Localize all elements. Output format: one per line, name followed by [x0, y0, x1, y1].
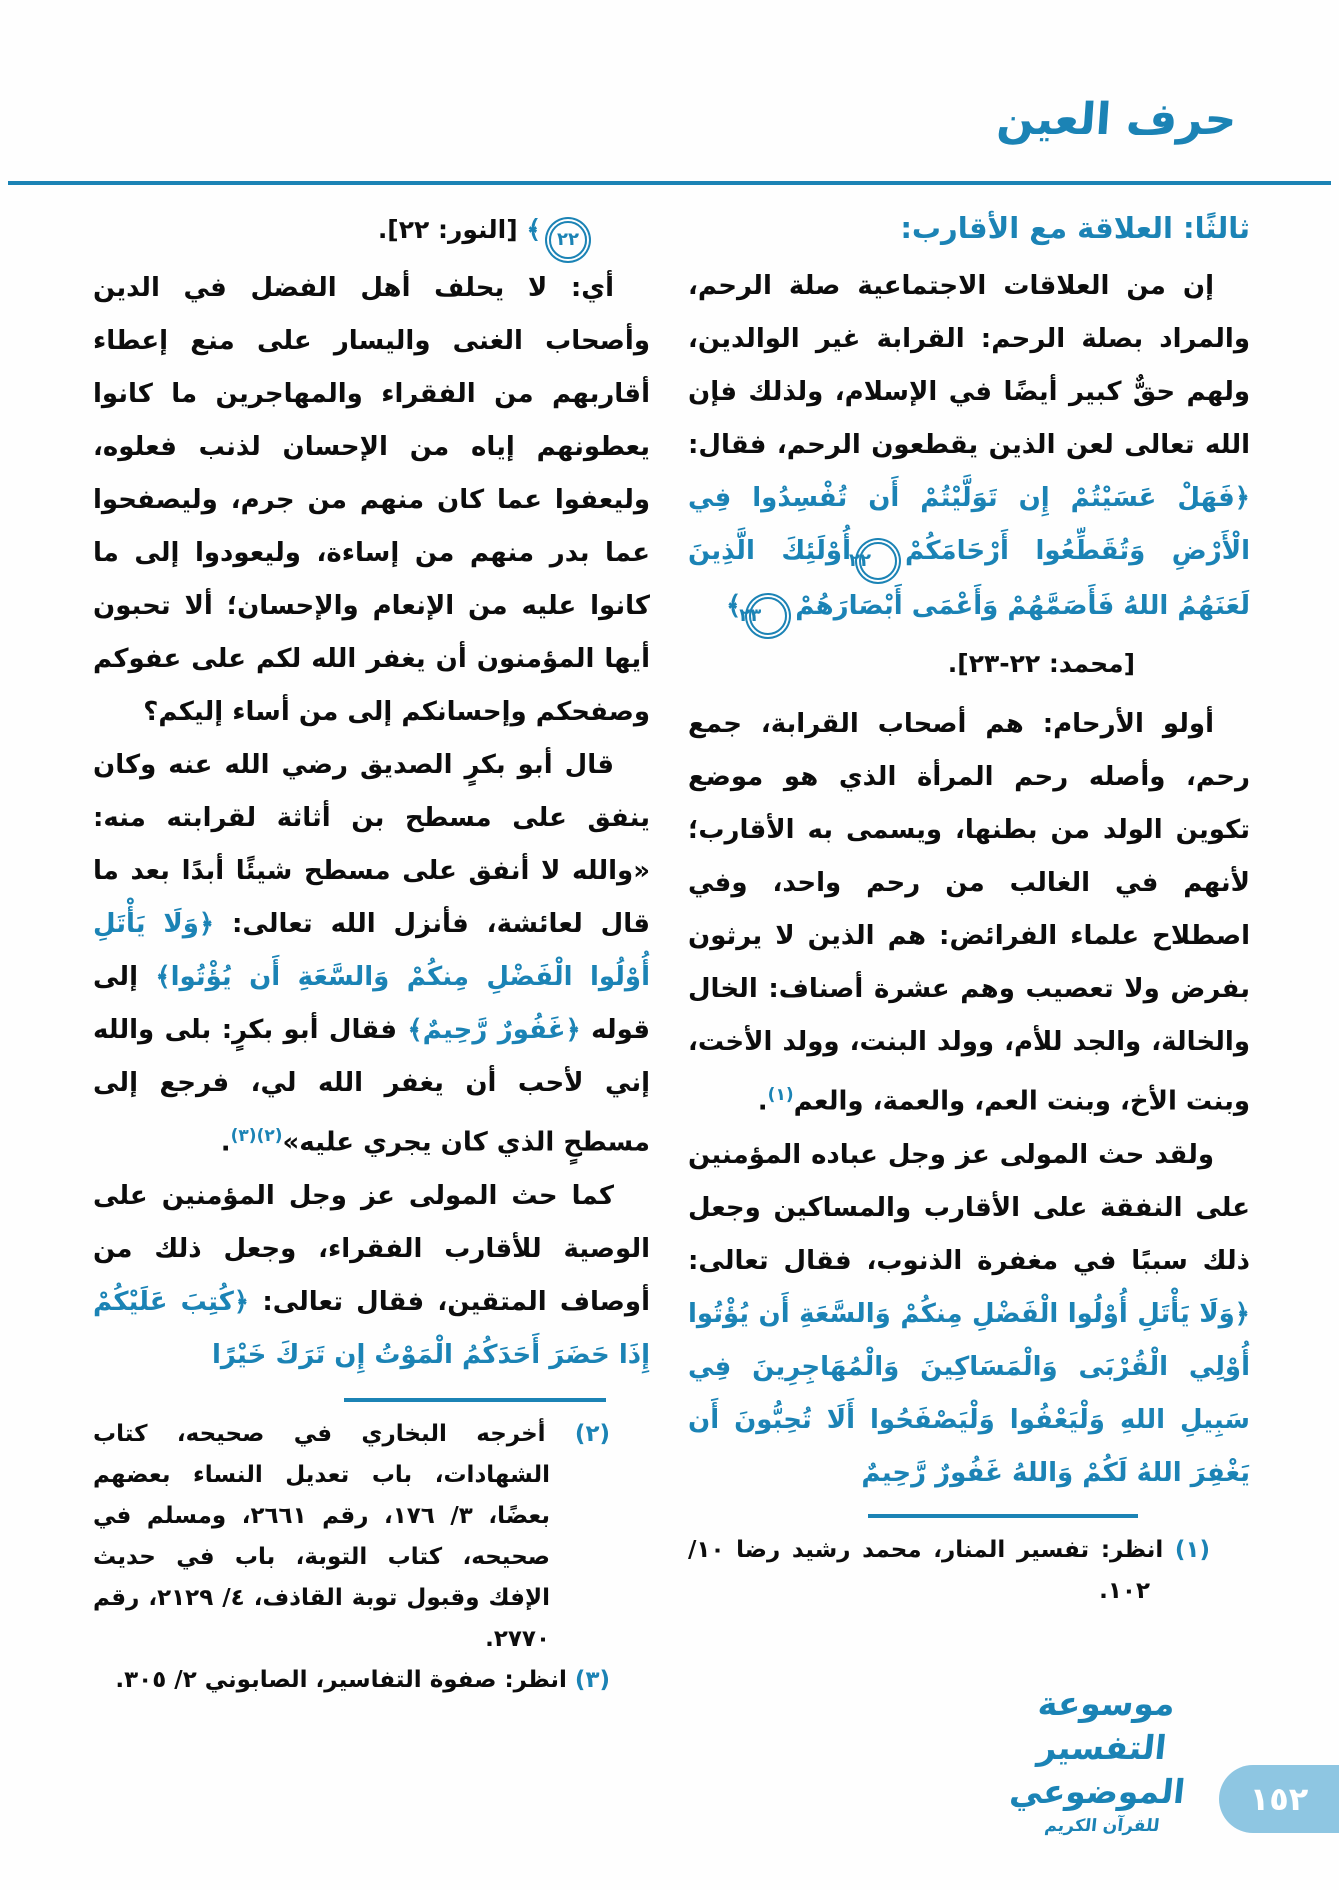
footnote-separator [868, 1514, 1138, 1518]
quran-verse-text: فَهَلْ عَسَيْتُمْ إِن تَوَلَّيْتُمْ أَن تُفْسِدُوا فِي الْأَرْضِ وَتُقَطِّعُوا أَرْحَامَكُمْ [688, 483, 1250, 566]
quran-verse-text: أُوْلَئِكَ الَّذِينَ لَعَنَهُمُ اللهُ فَأَصَمَّهُمْ وَأَعْمَى أَبْصَارَهُمْ [688, 536, 1250, 621]
quran-verse [688, 483, 1250, 626]
paragraph-text: كما حث المولى عز وجل المؤمنين على الوصية للأقارب الفقراء، وجعل ذلك من أوصاف المتقين، فقال تعالى: [93, 1180, 650, 1317]
chapter-title: حرف العين [995, 94, 1239, 145]
header-rule [8, 181, 1331, 185]
footnote-text: انظر: صفوة التفاسير، الصابوني ٢/ ٣٠٥. [115, 1666, 575, 1693]
ayah-number-badge: ٢٢ [859, 542, 897, 580]
quran-verse: ﴿وَلَا يَأْتَلِ أُوْلُوا الْفَضْلِ مِنكُمْ وَالسَّعَةِ أَن يُؤْتُوا أُوْلِي الْقُرْبَى وَالْمَسَاكِينَ وَالْمُهَاجِرِينَ فِي سَبِيلِ اللهِ وَلْيَعْفُوا وَلْيَصْفَحُوا أَلَا تُحِبُّونَ أَن يَغْفِرَ اللهُ لَكُمْ وَاللهُ غَفُورٌ رَّحِيمٌ [688, 1298, 1250, 1488]
footnote-ref: (٢)(٣) [230, 1126, 283, 1146]
verse-citation: [محمد: ٢٢-٢٣]. [947, 649, 1135, 678]
paragraph [93, 1170, 650, 1382]
ornate-open-paren: ﴿ [1234, 483, 1250, 513]
paragraph [688, 260, 1250, 635]
paragraph-text: . [757, 1086, 768, 1117]
footnote [93, 1414, 610, 1660]
footnote-marker: (٢) [574, 1420, 610, 1447]
paragraph: أي: لا يحلف أهل الفضل في الدين وأصحاب الغنى واليسار على منع إعطاء أقاربهم من الفقراء والمهاجرين ما كانوا يعطونهم إياه من الإحسان لذنب فعلوه، وليعفوا عما كان منهم من جرم، وليصفحوا عما بدر منهم من إساءة، وليعودوا إلى ما كانوا عليه من الإنعام والإحسان؛ ألا تحبون أيها المؤمنون أن يغفر الله لكم على عفوكم وصفحكم وإحسانكم إلى من أساء إليكم؟ [93, 273, 650, 727]
column-right [688, 200, 1250, 1612]
ayah-number-badge: ٢٣ [749, 597, 787, 635]
publisher-logo-title: موسوعة التفسير الموضوعي [1007, 1684, 1187, 1811]
footnote-marker: (١) [1174, 1536, 1210, 1563]
publisher-logo-subtitle: للقرآن الكريم [1043, 1816, 1161, 1836]
verse-tail-line [93, 200, 595, 260]
paragraph-text: . [220, 1127, 231, 1158]
verse-citation: [النور: ٢٢]. [377, 215, 527, 244]
paragraph-text: إلى قوله [93, 962, 650, 1045]
paragraph-text: قال أبو بكرٍ الصديق رضي الله عنه وكان ينفق على مسطح بن أثاثة لقرابته منه: «والله لا أنفق على مسطح شيئًا أبدًا بعد ما قال لعائشة، فأنزل الله تعالى: [93, 750, 650, 939]
footnote-text: أخرجه البخاري في صحيحه، كتاب الشهادات، باب تعديل النساء بعضهم بعضًا، ٣/ ١٧٦، رقم ٢٦٦١، ومسلم في صحيحه، كتاب التوبة، باب في حديث الإفك وقبول توبة القاذف، ٤/ ٢١٢٩، رقم ٢٧٧٠. [93, 1420, 575, 1652]
ayah-number-badge: ٢٢ [549, 221, 587, 259]
publisher-logo [969, 1682, 1235, 1838]
footnote [688, 1530, 1210, 1612]
ornate-close-paren: ﴾ [526, 215, 541, 244]
footnote-marker: (٣) [574, 1666, 610, 1693]
page-number-badge: ١٥٢ [1219, 1765, 1339, 1833]
footnote-ref: (١) [767, 1085, 794, 1105]
quran-verse: ﴿كُتِبَ عَلَيْكُمْ إِذَا حَضَرَ أَحَدَكُمُ الْمَوْتُ إِن تَرَكَ خَيْرًا [93, 1286, 650, 1370]
ornate-close-paren: ﴾ [725, 591, 742, 621]
quran-verse: ﴿غَفُورٌ رَّحِيمٌ﴾ [407, 1015, 581, 1045]
paragraph-text: فقال أبو بكرٍ: بلى والله إني لأحب أن يغفر الله لي، فرجع إلى مسطحٍ الذي كان يجري عليه» [93, 1015, 650, 1158]
paragraph-text: ولقد حث المولى عز وجل عباده المؤمنين على النفقة على الأقارب والمساكين وجعل ذلك سببًا في مغفرة الذنوب، فقال تعالى: [688, 1139, 1250, 1276]
paragraph [688, 1129, 1250, 1500]
paragraph-text: إن من العلاقات الاجتماعية صلة الرحم، والمراد بصلة الرحم: القرابة غير الوالدين، ولهم حقٌّ كبير أيضًا في الإسلام، ولذلك فإن الله تعالى لعن الذين يقطعون الرحم، فقال: [688, 271, 1250, 460]
paragraph-text: أولو الأرحام: هم أصحاب القرابة، جمع رحم، وأصله رحم المرأة الذي هو موضع تكوين الولد من بطنها، ويسمى به الأقارب؛ لأنهم في الغالب من رحم واحد، وفي اصطلاح علماء الفرائض: هم الذين لا يرثون بفرض ولا تعصيب وهم عشرة أصناف: الخال والخالة، والجد للأم، وولد البنت، وولد الأخت، وبنت الأخ، وبنت العم، والعمة، والعم [688, 709, 1250, 1117]
footnote [93, 1660, 610, 1701]
section-heading: ثالثًا: العلاقة مع الأقارب: [900, 211, 1250, 245]
paragraph [688, 698, 1250, 1129]
footnote-text: انظر: تفسير المنار، محمد رشيد رضا ١٠/ ١٠٢. [688, 1536, 1175, 1604]
paragraph [93, 739, 650, 1170]
footnote-separator [344, 1398, 606, 1402]
quran-verse: ﴿وَلَا يَأْتَلِ أُوْلُوا الْفَضْلِ مِنكُمْ وَالسَّعَةِ أَن يُؤْتُوا﴾ [93, 909, 651, 992]
column-left [93, 200, 650, 1701]
